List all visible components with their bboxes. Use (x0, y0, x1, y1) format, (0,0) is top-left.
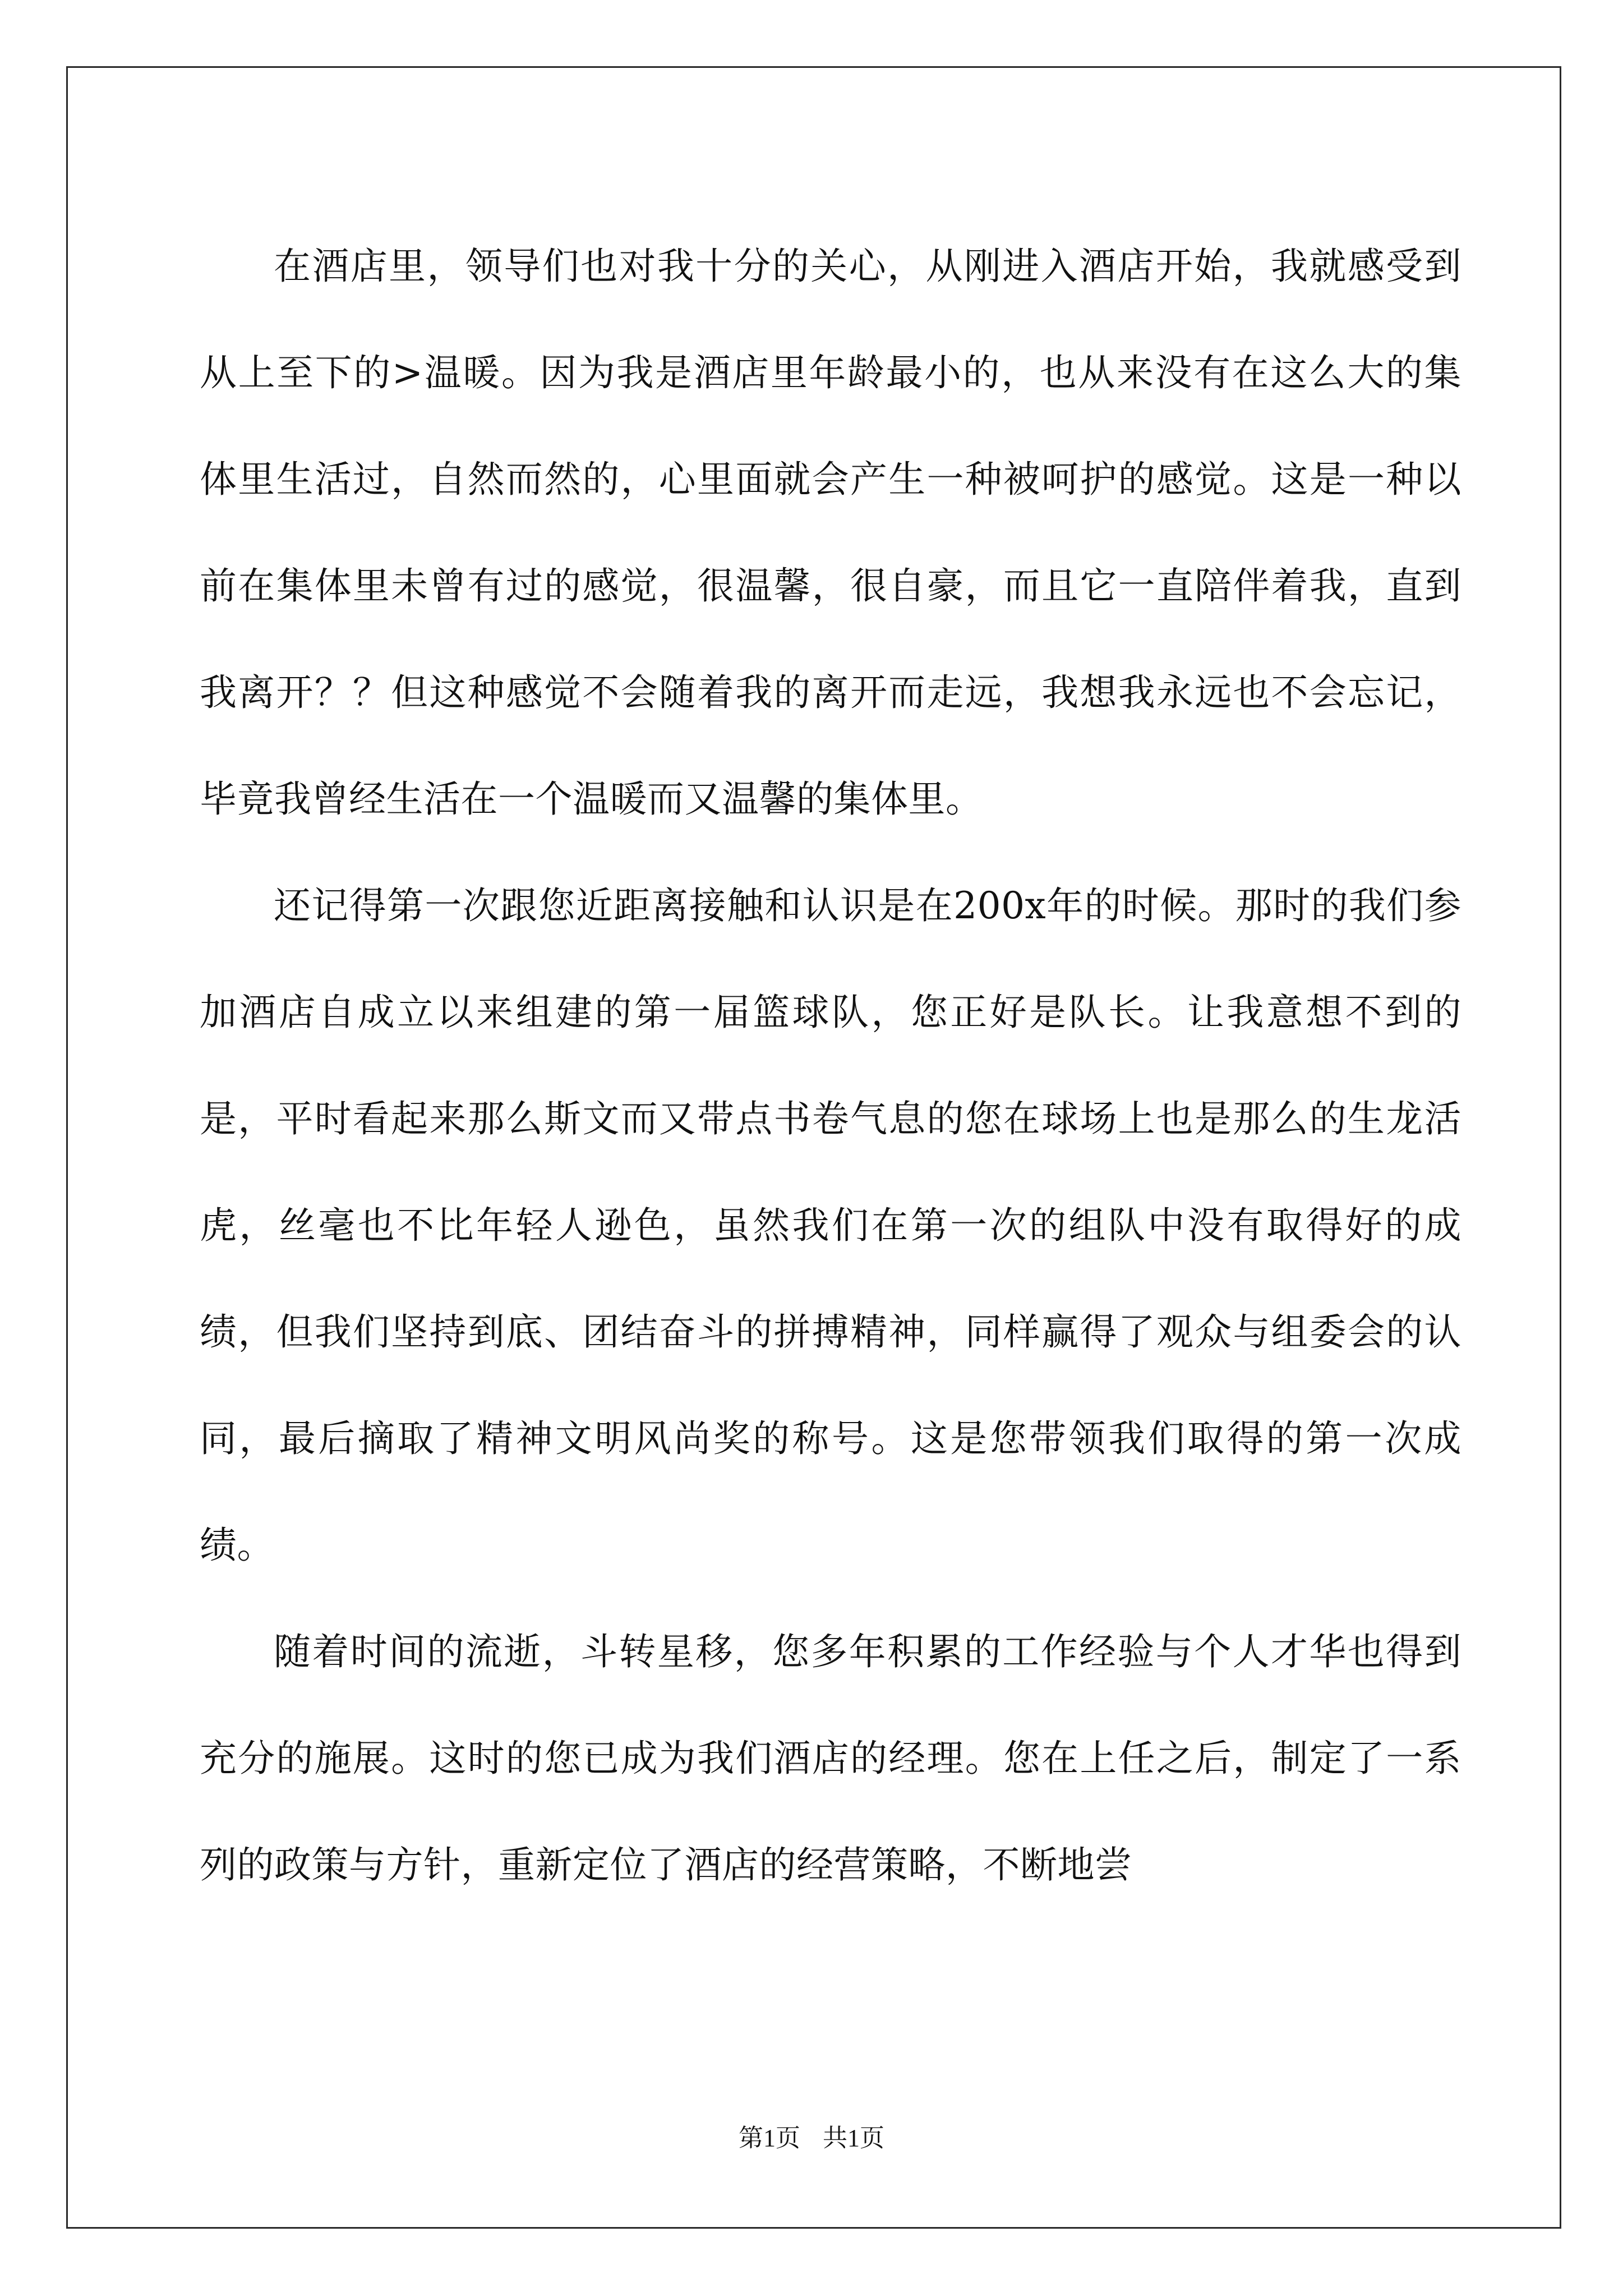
page-footer (0, 2118, 1623, 2154)
document-body (200, 213, 1461, 1918)
page-number-total: 共1页 (823, 2124, 884, 2152)
paragraph-2: 还记得第一次跟您近距离接触和认识是在200x年的时候。那时的我们参加酒店自成立以来组建的第一届篮球队，您正好是队长。让我意想不到的是，平时看起来那么斯文而又带点书卷气息的您在球场上也是那么的生龙活虎，丝毫也不比年轻人逊色，虽然我们在第一次的组队中没有取得好的成绩，但我们坚持到底、团结奋斗的拼搏精神，同样赢得了观众与组委会的认同，最后摘取了精神文明风尚奖的称号。这是您带领我们取得的第一次成绩。 (200, 884, 1461, 1567)
paragraph-1: 在酒店里，领导们也对我十分的关心，从刚进入酒店开始，我就感受到从上至下的>温暖。因为我是酒店里年龄最小的，也从来没有在这么大的集体里生活过，自然而然的，心里面就会产生一种被呵护的感觉。这是一种以前在集体里未曾有过的感觉，很温馨，很自豪，而且它一直陪伴着我，直到我离开？？但这种感觉不会随着我的离开而走远，我想我永远也不会忘记，毕竟我曾经生活在一个温暖而又温馨的集体里。 (200, 245, 1461, 821)
page-number-current: 第1页 (739, 2124, 800, 2152)
paragraph-3: 随着时间的流逝，斗转星移，您多年积累的工作经验与个人才华也得到充分的施展。这时的您已成为我们酒店的经理。您在上任之后，制定了一系列的政策与方针，重新定位了酒店的经营策略，不断地尝 (200, 1630, 1461, 1887)
